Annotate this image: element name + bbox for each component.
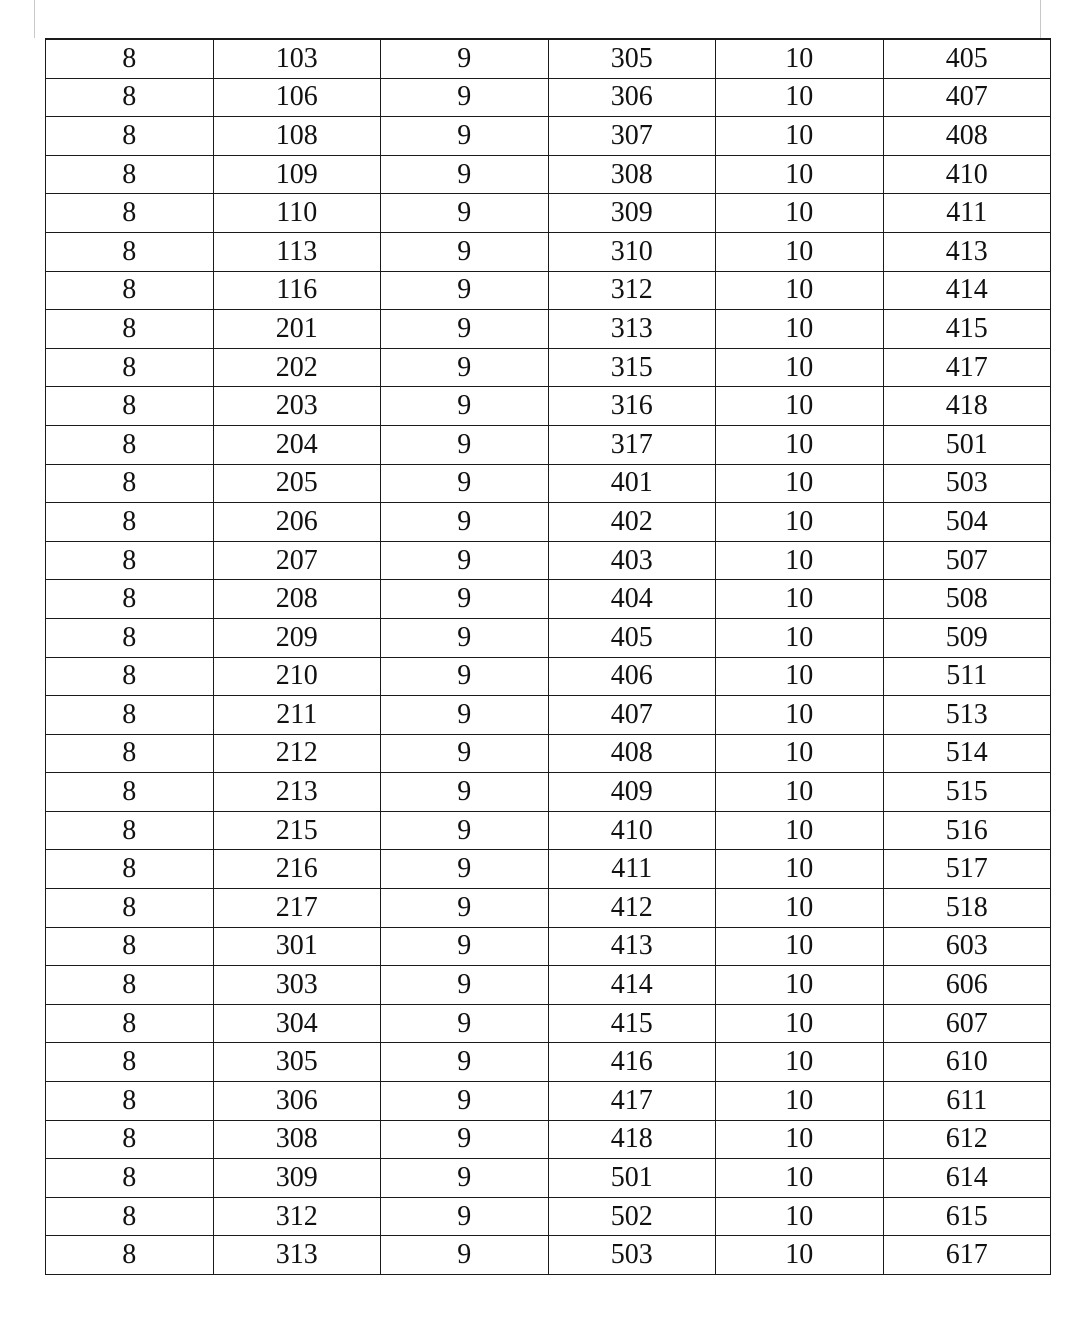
table-row xyxy=(46,1159,1051,1198)
table-row xyxy=(46,1004,1051,1043)
table-cell: 202 xyxy=(213,348,381,387)
table-cell: 211 xyxy=(213,696,381,735)
table-cell: 9 xyxy=(381,811,549,850)
table-row xyxy=(46,425,1051,464)
table-cell: 9 xyxy=(381,503,549,542)
table-cell: 10 xyxy=(716,1236,884,1275)
table-cell: 10 xyxy=(716,271,884,310)
table-cell: 10 xyxy=(716,1197,884,1236)
table-cell: 617 xyxy=(883,1236,1051,1275)
table-cell: 305 xyxy=(548,39,716,78)
table-cell: 10 xyxy=(716,580,884,619)
table-cell: 415 xyxy=(883,310,1051,349)
table-cell: 8 xyxy=(46,271,214,310)
table-cell: 206 xyxy=(213,503,381,542)
table-cell: 316 xyxy=(548,387,716,426)
table-cell: 9 xyxy=(381,39,549,78)
table-cell: 203 xyxy=(213,387,381,426)
table-cell: 10 xyxy=(716,232,884,271)
table-cell: 213 xyxy=(213,773,381,812)
table-row xyxy=(46,1082,1051,1121)
table-cell: 317 xyxy=(548,425,716,464)
table-cell: 10 xyxy=(716,657,884,696)
table-cell: 9 xyxy=(381,1197,549,1236)
table-cell: 603 xyxy=(883,927,1051,966)
table-cell: 312 xyxy=(548,271,716,310)
table-cell: 8 xyxy=(46,39,214,78)
table-cell: 8 xyxy=(46,927,214,966)
table-cell: 312 xyxy=(213,1197,381,1236)
table-cell: 9 xyxy=(381,580,549,619)
table-cell: 9 xyxy=(381,966,549,1005)
table-body xyxy=(46,39,1051,1275)
table-row xyxy=(46,194,1051,233)
table-cell: 303 xyxy=(213,966,381,1005)
table-cell: 508 xyxy=(883,580,1051,619)
table-cell: 10 xyxy=(716,348,884,387)
table-cell: 201 xyxy=(213,310,381,349)
table-cell: 415 xyxy=(548,1004,716,1043)
table-cell: 10 xyxy=(716,464,884,503)
table-cell: 310 xyxy=(548,232,716,271)
table-cell: 210 xyxy=(213,657,381,696)
table-cell: 8 xyxy=(46,811,214,850)
table-row xyxy=(46,541,1051,580)
table-row xyxy=(46,387,1051,426)
table-cell: 9 xyxy=(381,850,549,889)
table-cell: 9 xyxy=(381,1043,549,1082)
table-cell: 9 xyxy=(381,618,549,657)
table-cell: 9 xyxy=(381,310,549,349)
table-cell: 507 xyxy=(883,541,1051,580)
table-cell: 305 xyxy=(213,1043,381,1082)
table-cell: 10 xyxy=(716,1082,884,1121)
table-cell: 501 xyxy=(548,1159,716,1198)
table-cell: 514 xyxy=(883,734,1051,773)
table-cell: 8 xyxy=(46,78,214,117)
table-cell: 417 xyxy=(883,348,1051,387)
table-row xyxy=(46,232,1051,271)
table-cell: 8 xyxy=(46,387,214,426)
table-cell: 10 xyxy=(716,387,884,426)
table-cell: 412 xyxy=(548,889,716,928)
table-row xyxy=(46,580,1051,619)
table-cell: 614 xyxy=(883,1159,1051,1198)
data-table xyxy=(45,38,1051,1275)
table-cell: 9 xyxy=(381,927,549,966)
table-cell: 9 xyxy=(381,541,549,580)
table-cell: 10 xyxy=(716,696,884,735)
table-cell: 407 xyxy=(883,78,1051,117)
table-cell: 10 xyxy=(716,966,884,1005)
table-cell: 209 xyxy=(213,618,381,657)
table-cell: 418 xyxy=(548,1120,716,1159)
table-cell: 8 xyxy=(46,503,214,542)
table-cell: 308 xyxy=(548,155,716,194)
table-cell: 606 xyxy=(883,966,1051,1005)
table-cell: 103 xyxy=(213,39,381,78)
table-row xyxy=(46,1197,1051,1236)
table-cell: 10 xyxy=(716,155,884,194)
table-row xyxy=(46,271,1051,310)
table-cell: 9 xyxy=(381,657,549,696)
table-cell: 504 xyxy=(883,503,1051,542)
table-cell: 10 xyxy=(716,927,884,966)
table-cell: 8 xyxy=(46,889,214,928)
table-row xyxy=(46,927,1051,966)
table-cell: 10 xyxy=(716,773,884,812)
table-cell: 8 xyxy=(46,310,214,349)
table-cell: 9 xyxy=(381,78,549,117)
table-cell: 9 xyxy=(381,773,549,812)
table-cell: 515 xyxy=(883,773,1051,812)
table-cell: 8 xyxy=(46,1236,214,1275)
table-row xyxy=(46,696,1051,735)
table-cell: 8 xyxy=(46,541,214,580)
table-cell: 8 xyxy=(46,696,214,735)
table-cell: 113 xyxy=(213,232,381,271)
table-cell: 416 xyxy=(548,1043,716,1082)
table-cell: 409 xyxy=(548,773,716,812)
table-cell: 10 xyxy=(716,734,884,773)
table-cell: 108 xyxy=(213,117,381,156)
table-cell: 8 xyxy=(46,1197,214,1236)
table-cell: 9 xyxy=(381,425,549,464)
table-cell: 10 xyxy=(716,194,884,233)
table-cell: 607 xyxy=(883,1004,1051,1043)
table-cell: 8 xyxy=(46,657,214,696)
table-cell: 207 xyxy=(213,541,381,580)
table-cell: 8 xyxy=(46,966,214,1005)
table-cell: 306 xyxy=(548,78,716,117)
table-cell: 306 xyxy=(213,1082,381,1121)
table-cell: 8 xyxy=(46,773,214,812)
table-cell: 410 xyxy=(883,155,1051,194)
table-row xyxy=(46,155,1051,194)
table-row xyxy=(46,966,1051,1005)
table-cell: 217 xyxy=(213,889,381,928)
table-cell: 405 xyxy=(883,39,1051,78)
table-cell: 10 xyxy=(716,1004,884,1043)
table-row xyxy=(46,1120,1051,1159)
table-row xyxy=(46,310,1051,349)
table-cell: 8 xyxy=(46,1120,214,1159)
table-cell: 9 xyxy=(381,232,549,271)
table-cell: 10 xyxy=(716,117,884,156)
table-cell: 517 xyxy=(883,850,1051,889)
table-cell: 407 xyxy=(548,696,716,735)
table-row xyxy=(46,348,1051,387)
table-cell: 8 xyxy=(46,580,214,619)
table-cell: 406 xyxy=(548,657,716,696)
table-cell: 208 xyxy=(213,580,381,619)
table-cell: 513 xyxy=(883,696,1051,735)
table-cell: 10 xyxy=(716,1120,884,1159)
table-cell: 9 xyxy=(381,117,549,156)
table-row xyxy=(46,464,1051,503)
table-cell: 8 xyxy=(46,1004,214,1043)
table-row xyxy=(46,117,1051,156)
table-cell: 212 xyxy=(213,734,381,773)
table-cell: 9 xyxy=(381,1159,549,1198)
table-cell: 10 xyxy=(716,39,884,78)
table-cell: 10 xyxy=(716,425,884,464)
table-cell: 501 xyxy=(883,425,1051,464)
table-cell: 8 xyxy=(46,850,214,889)
table-cell: 205 xyxy=(213,464,381,503)
table-cell: 9 xyxy=(381,464,549,503)
table-cell: 10 xyxy=(716,1159,884,1198)
table-cell: 8 xyxy=(46,464,214,503)
table-cell: 414 xyxy=(883,271,1051,310)
table-cell: 9 xyxy=(381,1236,549,1275)
table-cell: 10 xyxy=(716,310,884,349)
table-cell: 8 xyxy=(46,618,214,657)
table-cell: 9 xyxy=(381,889,549,928)
table-cell: 10 xyxy=(716,1043,884,1082)
table-cell: 309 xyxy=(213,1159,381,1198)
table-row xyxy=(46,850,1051,889)
table-cell: 313 xyxy=(548,310,716,349)
table-cell: 403 xyxy=(548,541,716,580)
table-cell: 216 xyxy=(213,850,381,889)
table-cell: 612 xyxy=(883,1120,1051,1159)
table-row xyxy=(46,889,1051,928)
table-cell: 9 xyxy=(381,1120,549,1159)
table-cell: 615 xyxy=(883,1197,1051,1236)
table-row xyxy=(46,618,1051,657)
table-cell: 414 xyxy=(548,966,716,1005)
table-cell: 10 xyxy=(716,541,884,580)
table-cell: 9 xyxy=(381,194,549,233)
table-cell: 417 xyxy=(548,1082,716,1121)
table-cell: 8 xyxy=(46,232,214,271)
table-cell: 402 xyxy=(548,503,716,542)
table-cell: 109 xyxy=(213,155,381,194)
table-cell: 307 xyxy=(548,117,716,156)
table-cell: 8 xyxy=(46,348,214,387)
table-cell: 9 xyxy=(381,155,549,194)
table-row xyxy=(46,657,1051,696)
table-row xyxy=(46,1236,1051,1275)
table-cell: 401 xyxy=(548,464,716,503)
table-cell: 8 xyxy=(46,194,214,233)
table-cell: 9 xyxy=(381,271,549,310)
table-cell: 502 xyxy=(548,1197,716,1236)
table-cell: 8 xyxy=(46,1043,214,1082)
table-row xyxy=(46,811,1051,850)
table-cell: 10 xyxy=(716,811,884,850)
table-cell: 8 xyxy=(46,425,214,464)
table-cell: 8 xyxy=(46,117,214,156)
table-cell: 611 xyxy=(883,1082,1051,1121)
table-cell: 503 xyxy=(883,464,1051,503)
table-cell: 518 xyxy=(883,889,1051,928)
table-cell: 313 xyxy=(213,1236,381,1275)
table-cell: 8 xyxy=(46,1159,214,1198)
table-cell: 418 xyxy=(883,387,1051,426)
table-cell: 404 xyxy=(548,580,716,619)
table-cell: 204 xyxy=(213,425,381,464)
table-row xyxy=(46,1043,1051,1082)
table-cell: 110 xyxy=(213,194,381,233)
table-cell: 516 xyxy=(883,811,1051,850)
table-cell: 301 xyxy=(213,927,381,966)
table-cell: 9 xyxy=(381,387,549,426)
table-cell: 304 xyxy=(213,1004,381,1043)
table-cell: 408 xyxy=(548,734,716,773)
table-cell: 9 xyxy=(381,696,549,735)
table-cell: 10 xyxy=(716,850,884,889)
table-cell: 9 xyxy=(381,734,549,773)
table-cell: 9 xyxy=(381,348,549,387)
table-cell: 8 xyxy=(46,734,214,773)
table-cell: 9 xyxy=(381,1082,549,1121)
table-cell: 413 xyxy=(883,232,1051,271)
table-cell: 405 xyxy=(548,618,716,657)
table-cell: 308 xyxy=(213,1120,381,1159)
table-cell: 509 xyxy=(883,618,1051,657)
table-cell: 10 xyxy=(716,503,884,542)
table-cell: 8 xyxy=(46,1082,214,1121)
page-edge-left xyxy=(34,0,35,38)
table-row xyxy=(46,734,1051,773)
table-cell: 309 xyxy=(548,194,716,233)
table-cell: 511 xyxy=(883,657,1051,696)
table-cell: 315 xyxy=(548,348,716,387)
table-row xyxy=(46,773,1051,812)
table-cell: 10 xyxy=(716,889,884,928)
table-cell: 116 xyxy=(213,271,381,310)
table-cell: 413 xyxy=(548,927,716,966)
table-cell: 411 xyxy=(548,850,716,889)
table-cell: 503 xyxy=(548,1236,716,1275)
table-cell: 10 xyxy=(716,618,884,657)
table-cell: 411 xyxy=(883,194,1051,233)
table-cell: 410 xyxy=(548,811,716,850)
table-cell: 10 xyxy=(716,78,884,117)
table-cell: 610 xyxy=(883,1043,1051,1082)
table-cell: 8 xyxy=(46,155,214,194)
table-cell: 9 xyxy=(381,1004,549,1043)
table-cell: 408 xyxy=(883,117,1051,156)
table-row xyxy=(46,503,1051,542)
table-cell: 215 xyxy=(213,811,381,850)
table-cell: 106 xyxy=(213,78,381,117)
page-edge-right xyxy=(1040,0,1041,38)
table-row xyxy=(46,78,1051,117)
table-row xyxy=(46,39,1051,78)
